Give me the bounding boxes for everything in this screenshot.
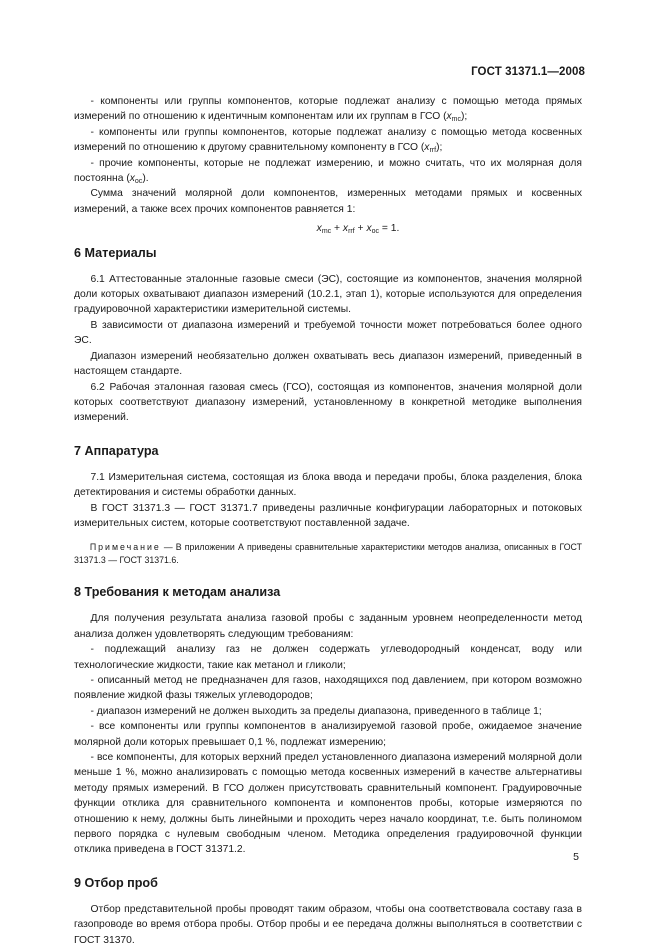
document-body [74,94,582,948]
s8-para-1: Для получения результата анализа газовой пробы с заданным уровнем неопределенности метод анализа должен удовлетворять следующим требованиям: [74,613,582,640]
s9-para-1: Отбор представительной пробы проводят таким образом, чтобы она соответствовала составу газа в газопроводе во время отбора пробы. Отбор пробы и ее передача должны выполняться в соответствии с ГОСТ 31370. [74,903,582,946]
s7-para-1: 7.1 Измерительная система, состоящая из блока ввода и передачи пробы, блока разделения, блока детектирования и системы обработки данных. [74,471,582,499]
intro-bullet-direct: - компоненты или группы компонентов, которые подлежат анализу с помощью метода прямых измерений по отношению к идентичным компонентам или их группам в ГСО $(x_{mc})$; [74,96,582,124]
intro-sum-paragraph: Сумма значений молярной доли компонентов, измеренных методами прямых и косвенных измерений, а также всех прочих компонентов равняется 1: [74,188,582,215]
s8-bullet-2: - описанный метод не предназначен для газов, находящихся под давлением, при котором возможно появление жидкой фазы тяжелых углеводородов; [74,674,582,702]
s6-para-3: Диапазон измерений необязательно должен охватывать весь диапазон измерений, приведенный в настоящем стандарте. [74,350,582,378]
s8-bullet-5: - все компоненты, для которых верхний предел установленного диапазона измерений молярной доли меньше 1 %, можно анализировать с помощью метода косвенных измерений в качестве альтернативы методу прямых измерений. В ГСО должен присутствовать сравнительный компонент. Градуировочные функции отклика для сравнительного компонента и компонентов пробы, которые измеряются по отношению к нему, должны быть линейными и проходить через начало координат, т.е. быть полиномом первого порядка с нулевым свободным членом. Методика определения градуировочной функции отклика приведена в ГОСТ 31371.2. [74,752,582,856]
s8-bullet-4: - все компоненты или группы компонентов в анализируемой газовой пробе, ожидаемое значение молярной доли которых превышает 0,1 %, подлежат измерению; [74,721,582,748]
s7-note: Примечание — В приложении А приведены сравнительные характеристики методов анализа, описанных в ГОСТ 31371.3 — ГОСТ 31371.6. [74,542,582,566]
intro-bullet-other: - прочие компоненты, которые не подлежат измерению, и можно считать, что их молярная доля постоянна $(x_{oc})$. [74,157,582,186]
section-6-heading: 6 Материалы [74,245,157,260]
s8-bullet-3: - диапазон измерений не должен выходить за пределы диапазона, приведенного в таблице 1; [90,705,542,717]
section-7-heading: 7 Аппаратура [74,443,159,458]
s6-para-4: 6.2 Рабочая эталонная газовая смесь (ГСО), состоящая из компонентов, значения молярной доли которых соответствуют диапазону измерений, установленному в конкретной методике выполнения измерений. [74,381,582,424]
s8-bullet-1: - подлежащий анализу газ не должен содержать углеводородный конденсат, воду или технологические жидкости, такие как метанол и гликоли; [74,644,582,671]
sum-formula: $x_{mc} + x_{rrf} + x_{oc} = 1$. [316,223,400,236]
section-8-heading: 8 Требования к методам анализа [74,585,281,600]
s6-para-1: 6.1 Аттестованные эталонные газовые смеси (ЭС), состоящие из компонентов, значения молярной доли которых охватывают диапазон измерений (10.2.1, этап 1), которые используются для определения градуировочной характеристики измерительной системы. [74,273,582,316]
s6-para-2: В зависимости от диапазона измерений и требуемой точности может потребоваться более одного ЭС. [74,319,582,347]
section-9-heading: 9 Отбор проб [74,875,158,890]
s7-para-2: В ГОСТ 31371.3 — ГОСТ 31371.7 приведены различные конфигурации лабораторных и потоковых измерительных систем, которые соответствуют поставленной задаче. [74,502,582,529]
intro-bullet-indirect: - компоненты или группы компонентов, которые подлежат анализу с помощью метода косвенных измерений по отношению к другому сравнительному компоненту в ГСО $(x_{rrf})$; [74,126,582,155]
page-number: 5 [573,851,579,863]
document-number-header: ГОСТ 31371.1—2008 [471,66,585,78]
